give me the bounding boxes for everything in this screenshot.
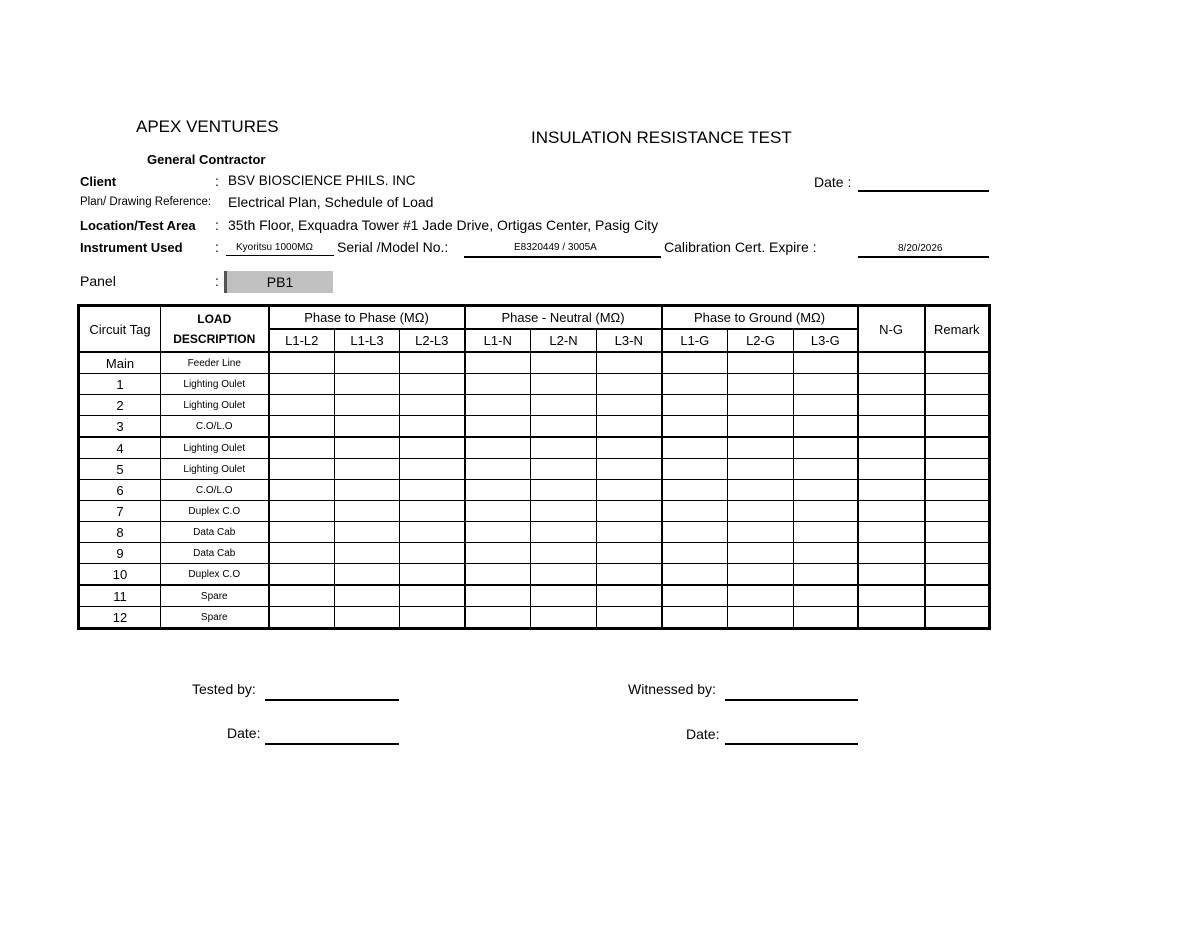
reading-cell[interactable] — [728, 437, 794, 459]
reading-cell[interactable] — [858, 501, 925, 522]
reading-cell[interactable] — [925, 374, 990, 395]
reading-cell[interactable] — [531, 480, 597, 501]
reading-cell[interactable] — [335, 501, 400, 522]
reading-cell[interactable] — [269, 416, 335, 438]
calibration-label: Calibration Cert. Expire : — [664, 239, 817, 255]
reading-cell[interactable] — [728, 416, 794, 438]
reading-cell[interactable] — [858, 416, 925, 438]
client-colon: : — [215, 173, 219, 189]
table-row — [79, 564, 990, 586]
reading-cell[interactable] — [662, 607, 728, 629]
document-title: INSULATION RESISTANCE TEST — [531, 128, 792, 147]
reading-cell[interactable] — [662, 585, 728, 607]
circuit-tag-cell: 1 — [79, 374, 161, 395]
circuit-tag-cell: 9 — [79, 543, 161, 564]
load-description-cell: Duplex C.O — [161, 564, 269, 586]
plan-label: Plan/ Drawing Reference: — [80, 196, 212, 208]
reading-cell[interactable] — [662, 437, 728, 459]
reading-cell[interactable] — [597, 564, 662, 586]
reading-cell[interactable] — [465, 585, 531, 607]
reading-cell[interactable] — [858, 522, 925, 543]
subheader-l1-l3: L1-L3 — [335, 329, 400, 352]
reading-cell[interactable] — [400, 459, 465, 480]
reading-cell[interactable] — [858, 543, 925, 564]
reading-cell[interactable] — [335, 522, 400, 543]
panel-value: PB1 — [224, 271, 333, 293]
reading-cell[interactable] — [531, 564, 597, 586]
client-label: Client — [80, 174, 117, 189]
table-row — [79, 522, 990, 543]
reading-cell[interactable] — [794, 501, 858, 522]
reading-cell[interactable] — [465, 459, 531, 480]
load-description-cell: Data Cab — [161, 522, 269, 543]
reading-cell[interactable] — [531, 437, 597, 459]
reading-cell[interactable] — [794, 543, 858, 564]
reading-cell[interactable] — [925, 564, 990, 586]
table-row — [79, 352, 990, 374]
subheader-l1-n: L1-N — [465, 329, 531, 352]
reading-cell[interactable] — [400, 607, 465, 629]
reading-cell[interactable] — [400, 585, 465, 607]
calibration-value: 8/20/2026 — [898, 243, 943, 254]
reading-cell[interactable] — [858, 395, 925, 416]
reading-cell[interactable] — [858, 374, 925, 395]
witnessed-by-field[interactable] — [725, 699, 858, 701]
circuit-tag-cell: 8 — [79, 522, 161, 543]
reading-cell[interactable] — [597, 416, 662, 438]
load-description-cell: Lighting Oulet — [161, 374, 269, 395]
reading-cell[interactable] — [662, 459, 728, 480]
table-row — [79, 437, 990, 459]
reading-cell[interactable] — [531, 585, 597, 607]
header-phase-to-phase: Phase to Phase (MΩ) — [269, 306, 465, 330]
subheader-l1-l2: L1-L2 — [269, 329, 335, 352]
instrument-underline — [226, 255, 334, 256]
serial-label: Serial /Model No.: — [337, 239, 449, 255]
circuit-tag-cell: 11 — [79, 585, 161, 607]
reading-cell[interactable] — [400, 374, 465, 395]
reading-cell[interactable] — [925, 501, 990, 522]
reading-cell[interactable] — [269, 543, 335, 564]
reading-cell[interactable] — [728, 543, 794, 564]
reading-cell[interactable] — [335, 480, 400, 501]
company-role: General Contractor — [147, 152, 266, 167]
tested-by-label: Tested by: — [192, 681, 256, 697]
load-description-cell: Lighting Oulet — [161, 395, 269, 416]
reading-cell[interactable] — [925, 522, 990, 543]
reading-cell[interactable] — [400, 564, 465, 586]
serial-value: E8320449 / 3005A — [514, 242, 597, 253]
panel-colon: : — [215, 273, 219, 289]
reading-cell[interactable] — [794, 416, 858, 438]
reading-cell[interactable] — [858, 459, 925, 480]
reading-cell[interactable] — [925, 416, 990, 438]
reading-cell[interactable] — [794, 374, 858, 395]
reading-cell[interactable] — [925, 437, 990, 459]
circuit-tag-cell: 5 — [79, 459, 161, 480]
reading-cell[interactable] — [269, 501, 335, 522]
location-colon: : — [215, 217, 219, 233]
reading-cell[interactable] — [662, 395, 728, 416]
header-phase-neutral: Phase - Neutral (MΩ) — [465, 306, 662, 330]
table-row — [79, 585, 990, 607]
load-description-cell: Lighting Oulet — [161, 437, 269, 459]
reading-cell[interactable] — [925, 585, 990, 607]
reading-cell[interactable] — [858, 585, 925, 607]
reading-cell[interactable] — [794, 437, 858, 459]
reading-cell[interactable] — [400, 543, 465, 564]
reading-cell[interactable] — [400, 501, 465, 522]
load-description-cell: Duplex C.O — [161, 501, 269, 522]
witnessed-date-label: Date: — [686, 726, 720, 742]
reading-cell[interactable] — [465, 564, 531, 586]
reading-cell[interactable] — [465, 480, 531, 501]
reading-cell[interactable] — [597, 585, 662, 607]
subheader-l3-n: L3-N — [597, 329, 662, 352]
reading-cell[interactable] — [662, 352, 728, 374]
reading-cell[interactable] — [858, 607, 925, 629]
reading-cell[interactable] — [531, 501, 597, 522]
location-label: Location/Test Area — [80, 218, 196, 233]
reading-cell[interactable] — [925, 480, 990, 501]
reading-cell[interactable] — [858, 564, 925, 586]
reading-cell[interactable] — [335, 437, 400, 459]
reading-cell[interactable] — [269, 459, 335, 480]
reading-cell[interactable] — [269, 480, 335, 501]
reading-cell[interactable] — [531, 522, 597, 543]
reading-cell[interactable] — [597, 395, 662, 416]
reading-cell[interactable] — [335, 564, 400, 586]
table-row — [79, 395, 990, 416]
reading-cell[interactable] — [794, 564, 858, 586]
reading-cell[interactable] — [269, 395, 335, 416]
reading-cell[interactable] — [662, 416, 728, 438]
reading-cell[interactable] — [465, 395, 531, 416]
header-circuit-tag: Circuit Tag — [79, 306, 161, 353]
instrument-colon: : — [215, 239, 219, 255]
reading-cell[interactable] — [728, 480, 794, 501]
reading-cell[interactable] — [597, 480, 662, 501]
reading-cell[interactable] — [794, 607, 858, 629]
table-row — [79, 416, 990, 438]
reading-cell[interactable] — [728, 395, 794, 416]
reading-cell[interactable] — [531, 416, 597, 438]
reading-cell[interactable] — [728, 585, 794, 607]
reading-cell[interactable] — [465, 543, 531, 564]
reading-cell[interactable] — [400, 437, 465, 459]
reading-cell[interactable] — [400, 480, 465, 501]
reading-cell[interactable] — [400, 522, 465, 543]
reading-cell[interactable] — [858, 437, 925, 459]
calibration-underline — [858, 256, 989, 258]
reading-cell[interactable] — [400, 395, 465, 416]
witnessed-date-field[interactable] — [725, 743, 858, 745]
table-row — [79, 459, 990, 480]
reading-cell[interactable] — [335, 459, 400, 480]
reading-cell[interactable] — [794, 459, 858, 480]
reading-cell[interactable] — [269, 352, 335, 374]
circuit-tag-cell: 12 — [79, 607, 161, 629]
reading-cell[interactable] — [794, 395, 858, 416]
instrument-label: Instrument Used — [80, 240, 183, 255]
circuit-tag-cell: 4 — [79, 437, 161, 459]
reading-cell[interactable] — [794, 352, 858, 374]
load-description-cell: Feeder Line — [161, 352, 269, 374]
subheader-l2-l3: L2-L3 — [400, 329, 465, 352]
header-load-description — [161, 306, 269, 353]
reading-cell[interactable] — [925, 395, 990, 416]
company-name: APEX VENTURES — [136, 117, 279, 136]
table-row — [79, 480, 990, 501]
reading-cell[interactable] — [269, 374, 335, 395]
subheader-l2-n: L2-N — [531, 329, 597, 352]
reading-cell[interactable] — [728, 374, 794, 395]
load-description-cell: C.O/L.O — [161, 416, 269, 438]
reading-cell[interactable] — [269, 585, 335, 607]
reading-cell[interactable] — [269, 522, 335, 543]
insulation-test-table — [77, 304, 991, 630]
reading-cell[interactable] — [662, 543, 728, 564]
circuit-tag-cell: Main — [79, 352, 161, 374]
reading-cell[interactable] — [925, 352, 990, 374]
reading-cell[interactable] — [662, 480, 728, 501]
reading-cell[interactable] — [531, 374, 597, 395]
circuit-tag-cell: 2 — [79, 395, 161, 416]
serial-underline — [464, 256, 661, 258]
reading-cell[interactable] — [335, 395, 400, 416]
reading-cell[interactable] — [728, 564, 794, 586]
table-row — [79, 543, 990, 564]
tested-date-field[interactable] — [265, 743, 399, 745]
reading-cell[interactable] — [597, 459, 662, 480]
reading-cell[interactable] — [400, 352, 465, 374]
reading-cell[interactable] — [531, 543, 597, 564]
load-description-cell: Lighting Oulet — [161, 459, 269, 480]
reading-cell[interactable] — [858, 352, 925, 374]
reading-cell[interactable] — [400, 416, 465, 438]
load-description-cell: C.O/L.O — [161, 480, 269, 501]
reading-cell[interactable] — [465, 607, 531, 629]
table-row — [79, 501, 990, 522]
plan-value: Electrical Plan, Schedule of Load — [228, 194, 434, 210]
reading-cell[interactable] — [794, 585, 858, 607]
subheader-l3-g: L3-G — [794, 329, 858, 352]
tested-date-label: Date: — [227, 725, 261, 741]
reading-cell[interactable] — [465, 501, 531, 522]
reading-cell[interactable] — [465, 416, 531, 438]
reading-cell[interactable] — [858, 480, 925, 501]
date-field[interactable] — [858, 190, 989, 192]
reading-cell[interactable] — [465, 437, 531, 459]
reading-cell[interactable] — [335, 416, 400, 438]
header-remark: Remark — [925, 306, 990, 353]
reading-cell[interactable] — [794, 522, 858, 543]
reading-cell[interactable] — [728, 607, 794, 629]
header-phase-to-ground: Phase to Ground (MΩ) — [662, 306, 858, 330]
subheader-l1-g: L1-G — [662, 329, 728, 352]
reading-cell[interactable] — [531, 459, 597, 480]
reading-cell[interactable] — [662, 374, 728, 395]
panel-label: Panel — [80, 273, 116, 289]
reading-cell[interactable] — [597, 607, 662, 629]
circuit-tag-cell: 3 — [79, 416, 161, 438]
reading-cell[interactable] — [662, 501, 728, 522]
reading-cell[interactable] — [794, 480, 858, 501]
witnessed-by-label: Witnessed by: — [628, 681, 716, 697]
reading-cell[interactable] — [531, 607, 597, 629]
reading-cell[interactable] — [335, 374, 400, 395]
circuit-tag-cell: 7 — [79, 501, 161, 522]
circuit-tag-cell: 10 — [79, 564, 161, 586]
instrument-value: Kyoritsu 1000MΩ — [236, 242, 313, 253]
client-value: BSV BIOSCIENCE PHILS. INC — [228, 173, 416, 188]
reading-cell[interactable] — [335, 352, 400, 374]
reading-cell[interactable] — [662, 564, 728, 586]
reading-cell[interactable] — [728, 459, 794, 480]
reading-cell[interactable] — [465, 522, 531, 543]
date-label: Date : — [814, 174, 852, 190]
reading-cell[interactable] — [465, 374, 531, 395]
load-description-cell: Spare — [161, 607, 269, 629]
reading-cell[interactable] — [597, 374, 662, 395]
header-load-line2: DESCRIPTION — [173, 332, 256, 346]
table-row — [79, 607, 990, 629]
reading-cell[interactable] — [597, 522, 662, 543]
reading-cell[interactable] — [465, 352, 531, 374]
load-description-cell: Data Cab — [161, 543, 269, 564]
header-load-line1: LOAD — [197, 312, 232, 326]
reading-cell[interactable] — [531, 395, 597, 416]
reading-cell[interactable] — [597, 437, 662, 459]
reading-cell[interactable] — [531, 352, 597, 374]
reading-cell[interactable] — [597, 352, 662, 374]
load-description-cell: Spare — [161, 585, 269, 607]
reading-cell[interactable] — [728, 352, 794, 374]
location-value: 35th Floor, Exquadra Tower #1 Jade Drive, Ortigas Center, Pasig City — [228, 217, 659, 233]
reading-cell[interactable] — [335, 543, 400, 564]
tested-by-field[interactable] — [265, 699, 399, 701]
reading-cell[interactable] — [335, 607, 400, 629]
reading-cell[interactable] — [728, 501, 794, 522]
reading-cell[interactable] — [269, 437, 335, 459]
circuit-tag-cell: 6 — [79, 480, 161, 501]
subheader-l2-g: L2-G — [728, 329, 794, 352]
reading-cell[interactable] — [269, 607, 335, 629]
reading-cell[interactable] — [269, 564, 335, 586]
reading-cell[interactable] — [662, 522, 728, 543]
header-n-g: N-G — [858, 306, 925, 353]
reading-cell[interactable] — [335, 585, 400, 607]
reading-cell[interactable] — [728, 522, 794, 543]
reading-cell[interactable] — [597, 501, 662, 522]
reading-cell[interactable] — [925, 543, 990, 564]
reading-cell[interactable] — [925, 459, 990, 480]
reading-cell[interactable] — [925, 607, 990, 629]
table-row — [79, 374, 990, 395]
reading-cell[interactable] — [597, 543, 662, 564]
